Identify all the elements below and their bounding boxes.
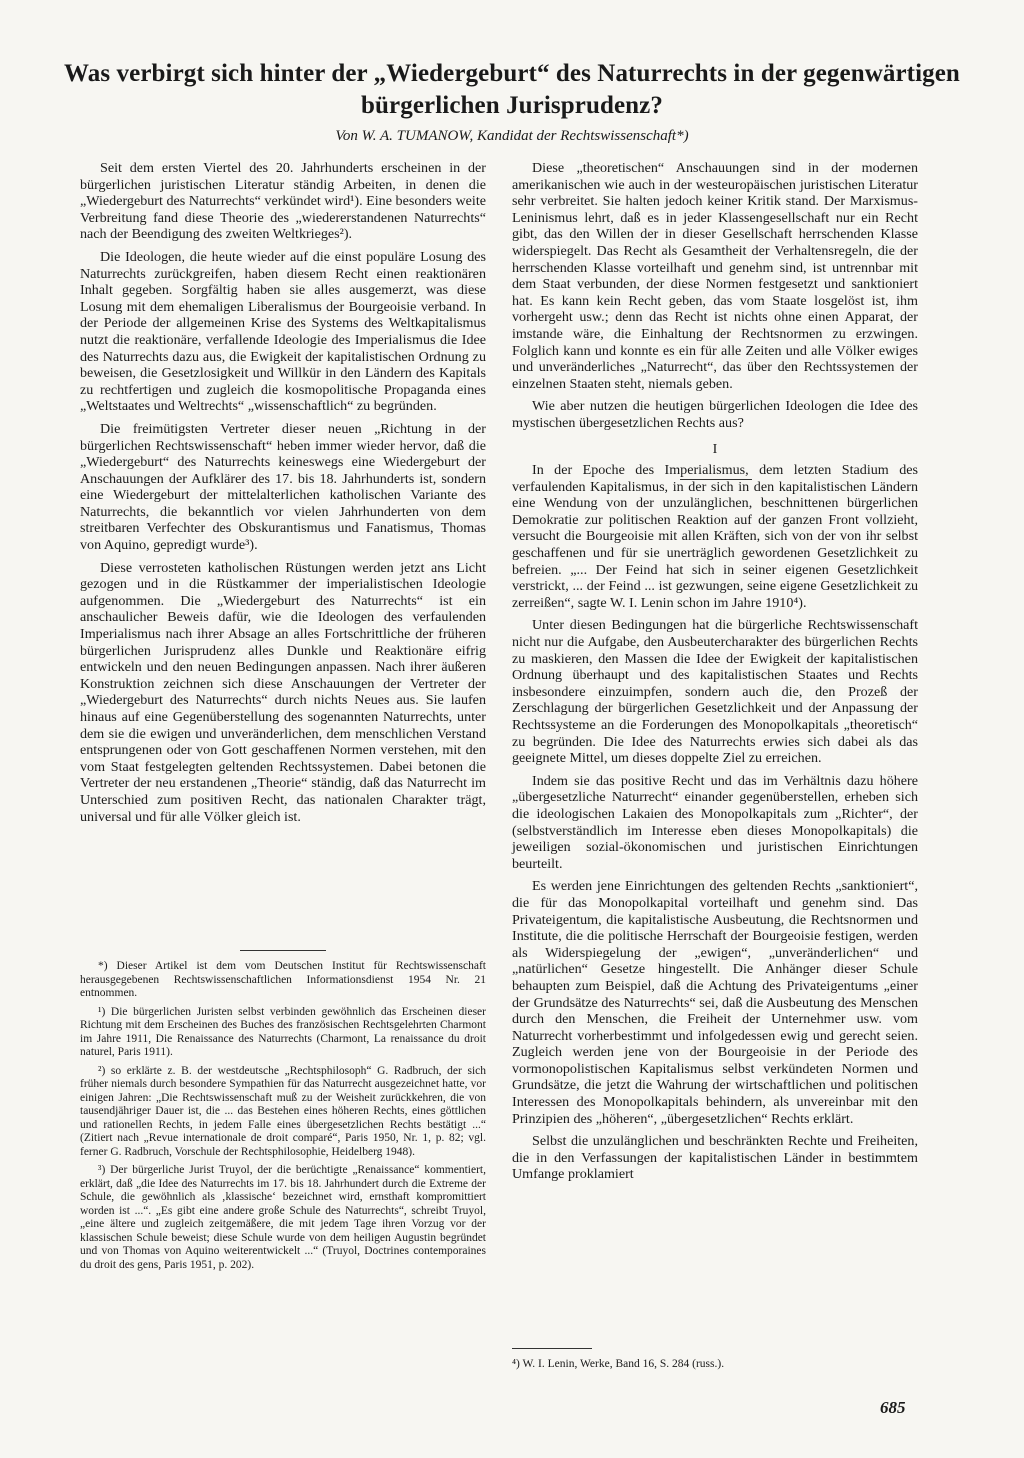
footnote: ¹) Die bürgerlichen Juristen selbst verbinden gewöhnlich das Erscheinen dieser Richtung mit dem Erscheinen des Buches des französischen Rechtsgelehrten Charmont im Jahre 1911, Die Renaissance des Naturrechts (Charmont, La renaissance du droit naturel, Paris 1911). xyxy=(80,1005,486,1058)
section-separator xyxy=(680,479,752,480)
footnotes-left xyxy=(80,960,486,1277)
footnote: ³) Der bürgerliche Jurist Truyol, der die berüchtigte „Renaissance“ kommentiert, erklärt, daß „die Idee des Naturrechts im 17. bis 18. Jahrhundert durch die Extreme der Schule, die gewöhnlich als ‚klassische‘ bezeichnet wird, ernsthaft kompromittiert worden ist ...“. „Es gibt eine andere große Schule des Naturrechts“, schreibt Truyol, „eine ältere und zugleich zeitgemäßere, die mit jedem Tage ihren Vorzug vor der klassischen Schule beweist; diese Schule wurde von dem heiligen Augustin begründet und von Thomas von Aquino weiterentwickelt ...“ (Truyol, Doctrines contemporaines du droit des gens, Paris 1951, p. 202). xyxy=(80,1164,486,1271)
section-number: I xyxy=(712,441,718,457)
article-byline: Von W. A. TUMANOW, Kandidat der Rechtswissenschaft*) xyxy=(335,128,689,144)
page-number: 685 xyxy=(880,1398,906,1417)
paragraph: In der Epoche des Imperialismus, dem letzten Stadium des verfaulenden Kapitalismus, in der sich in den kapitalistischen Ländern eine Wendung von der unzulänglichen, beschnittenen bürgerlichen Demokratie zur politischen Reaktion auf der ganzen Front vollzieht, versucht die Bourgeoisie mit allen Kräften, sich von der von ihr selbst geschaffenen und für sie unerträglich gewordenen Gesetzlichkeit zu befreien. „... Der Feind hat sich in seiner eigenen Gesetzlichkeit verstrickt, ... der Feind ... ist gezwungen, seine eigene Gesetzlichkeit zu zerreißen“, sagte W. I. Lenin schon im Jahre 1910⁴). xyxy=(512,462,918,611)
paragraph: Es werden jene Einrichtungen des geltenden Rechts „sanktioniert“, die für das Monopolkapital vorteilhaft und genehm sind. Das Privateigentum, die kapitalistische Ausbeutung, die Rechtsnormen und Institute, die die politische Herrschaft der Bourgeoisie festigen, werden als Widerspiegelung der „ewigen“, „unveränderlichen“ und „natürlichen“ Gesetze hingestellt. Die Anhänger dieser Schule behaupten zum Beispiel, daß die Achtung des Privateigentums „einer der Grundsätze des Naturrechts“ sei, daß die Ausbeutung des Menschen durch den Menschen, die Freiheit der Unternehmer usw. vom Naturrecht vorherbestimmt und infolgedessen ewig und gerecht seien. Zugleich werden jene von der Bourgeoisie in der Periode des vormonopolistischen Kapitalismus selbst verkündeten Normen und Grundsätze, die jetzt die Wahrung der wirtschaftlichen und politischen Interessen des Monopolkapitals behindern, als unvereinbar mit den Prinzipien des „höheren“, „übergesetzlichen“ Rechts erklärt. xyxy=(512,878,918,1127)
footnote-separator xyxy=(512,1348,592,1349)
paragraph: Diese verrosteten katholischen Rüstungen werden jetzt ans Licht gezogen und in die Rüstkammer der imperialistischen Ideologie aufgenommen. Die „Wiedergeburt des Naturrechts“ ist ein anschaulicher Beweis dafür, wie die Ideologen des verfaulenden Imperialismus nach ihrer Absage an alles Fortschrittliche der früheren bürgerlichen Jurisprudenz alles Dunkle und Reaktionäre eifrig entwickeln und den neuen Bedingungen anpassen. Nach ihrer äußeren Konstruktion zeichnen sich diese Anschauungen der Vertreter der „Wiedergeburt des Naturrechts“ durch nichts Neues aus. Sie laufen hinaus auf eine Gegenüberstellung des sogenannten Naturrechts, unter dem sie die ewigen und unveränderlichen, dem menschlichen Verstand entsprungenen oder von Gott geschaffenen Normen verstehen, mit den vom Staat festgelegten geltenden Rechtssystemen. Dabei betonen die Vertreter der neu erstandenen „Theorie“ ständig, daß das Naturrecht im Unterschied zum positiven Recht, das nationalen Charakter trägt, universal und für alle Völker gleich ist. xyxy=(80,559,486,825)
paragraph: Seit dem ersten Viertel des 20. Jahrhunderts erscheinen in der bürgerlichen juristischen Literatur ständig Arbeiten, in denen die „Wiedergeburt des Naturrechts“ verkündet wird¹). Eine besonders weite Verbreitung fand diese Theorie des „wiedererstandenen Naturrechts“ nach der Beendigung des zweiten Weltkrieges²). xyxy=(80,160,486,243)
article-title: Was verbirgt sich hinter der „Wiedergeburt“ des Naturrechts in der gegenwärtigen bürgerlichen Jurisprudenz? xyxy=(64,60,960,119)
footnote: *) Dieser Artikel ist dem vom Deutschen Institut für Rechtswissenschaft herausgegebenen Rechtswissenschaftlichen Informationsdienst 1954 Nr. 21 entnommen. xyxy=(80,960,486,999)
footnote: ²) so erklärte z. B. der westdeutsche „Rechtsphilosoph“ G. Radbruch, der sich früher niemals durch besondere Sympathien für das Naturrecht ausgezeichnet hatte, vor einigen Jahren: „Die Rechtswissenschaft muß zu der Weisheit zurückkehren, die von tausendjähriger Dauer ist, die ... das Bestehen eines höheren Rechts, eines göttlichen und rationellen Rechts, in jedem Falle eines übergesetzlichen Rechts bestätigt ...“ (Zitiert nach „Revue internationale de droit comparé“, Paris 1950, Nr. 1, p. 82; vgl. ferner G. Radbruch, Vorschule der Rechtsphilosophie, Heidelberg 1948). xyxy=(80,1064,486,1158)
paragraph: Indem sie das positive Recht und das im Verhältnis dazu höhere „übergesetzliche Naturrecht“ einander gegenüberstellen, erheben sich die ideologischen Lakaien des Monopolkapitals zum „Richter“, der (selbstverständlich im Interesse eben dieses Monopolkapitals) die jeweiligen sozial-ökonomischen und juristischen Einrichtungen beurteilt. xyxy=(512,772,918,872)
paragraph: Die Ideologen, die heute wieder auf die einst populäre Losung des Naturrechts zurückgreifen, haben diesem Recht einen reaktionären Inhalt gegeben. Sorgfältig haben sie alles ausgemerzt, was diese Losung mit dem ehemaligen Liberalismus der Bourgeoisie verband. In der Periode der allgemeinen Krise des Systems des Weltkapitalismus nutzt die reaktionäre, verfallende Ideologie des Imperialismus die Idee des Naturrechts dazu aus, die Ewigkeit der kapitalistischen Ordnung zu beweisen, die Gesetzlosigkeit und Willkür in den Ländern des Kapitals zu rechtfertigen und zugleich die kosmopolitische Propaganda eines „Weltstaates und Weltrechts“ „wissenschaftlich“ zu begründen. xyxy=(80,248,486,415)
paragraph: Unter diesen Bedingungen hat die bürgerliche Rechtswissenschaft nicht nur die Aufgabe, den Ausbeutercharakter des bürgerlichen Rechts zu maskieren, den Massen die Idee der Ewigkeit der kapitalistischen Ordnung überhaupt und des kapitalistischen Staates und Rechts insbesondere einzuimpfen, sondern auch die, den Prozeß der Zerschlagung der bürgerlichen Gesetzlichkeit und der Anpassung der Rechtssysteme an die Forderungen des Monopolkapitals „theoretisch“ zu begründen. Die Idee des Naturrechts erwies sich dabei als das geeignete Mittel, um dieses doppelte Ziel zu erreichen. xyxy=(512,617,918,767)
paragraph: Die freimütigsten Vertreter dieser neuen „Richtung in der bürgerlichen Rechtswissenschaft“ heben immer wieder hervor, daß die „Wiedergeburt“ des Naturrechts keineswegs eine Wiedergeburt der Anschauungen der Aufklärer des 17. bis 18. Jahrhunderts ist, sondern eine Wiedergeburt der mittelalterlichen katholischen Variante des Naturrechts, die bekanntlich vor vielen Jahrhunderten von dem streitbaren Verfechter des Obskurantismus und Fanatismus, Thomas von Aquino, gepredigt wurde³). xyxy=(80,420,486,554)
paragraph: Diese „theoretischen“ Anschauungen sind in der modernen amerikanischen wie auch in der westeuropäischen juristischen Literatur sehr verbreitet. Sie halten jedoch keiner Kritik stand. Der Marxismus-Leninismus lehrt, daß es in jeder Klassengesellschaft nur ein Recht gibt, das den Willen der in dieser Gesellschaft herrschenden Klasse widerspiegelt. Das Recht als Gesamtheit der Verhaltensregeln, die der herrschenden Klasse vorteilhaft und genehm sind, ist untrennbar mit dem Staat verbunden, der diese Normen festgesetzt und sanktioniert hat. Es kann kein Recht geben, das vom Staate losgelöst ist, ihm vorhergeht usw.; denn das Recht ist nichts ohne einen Apparat, der imstande wäre, die Einhaltung der Rechtsnormen zu erzwingen. Folglich kann und konnte es ein für alle Zeiten und alle Völker ewiges und unveränderliches „Naturrecht“, das über den Rechtssystemen der einzelnen Staaten steht, niemals geben. xyxy=(512,160,918,392)
right-column xyxy=(512,160,918,1189)
footnote-right: ⁴) W. I. Lenin, Werke, Band 16, S. 284 (russ.). xyxy=(512,1358,725,1370)
paragraph: Wie aber nutzen die heutigen bürgerlichen Ideologen die Idee des mystischen übergesetzlichen Rechts aus? xyxy=(512,398,918,431)
left-column xyxy=(80,160,486,831)
paragraph: Selbst die unzulänglichen und beschränkten Rechte und Freiheiten, die in den Verfassungen der kapitalistischen Länder in bestimmtem Umfange proklamiert xyxy=(512,1133,918,1183)
footnote-separator xyxy=(240,950,326,951)
